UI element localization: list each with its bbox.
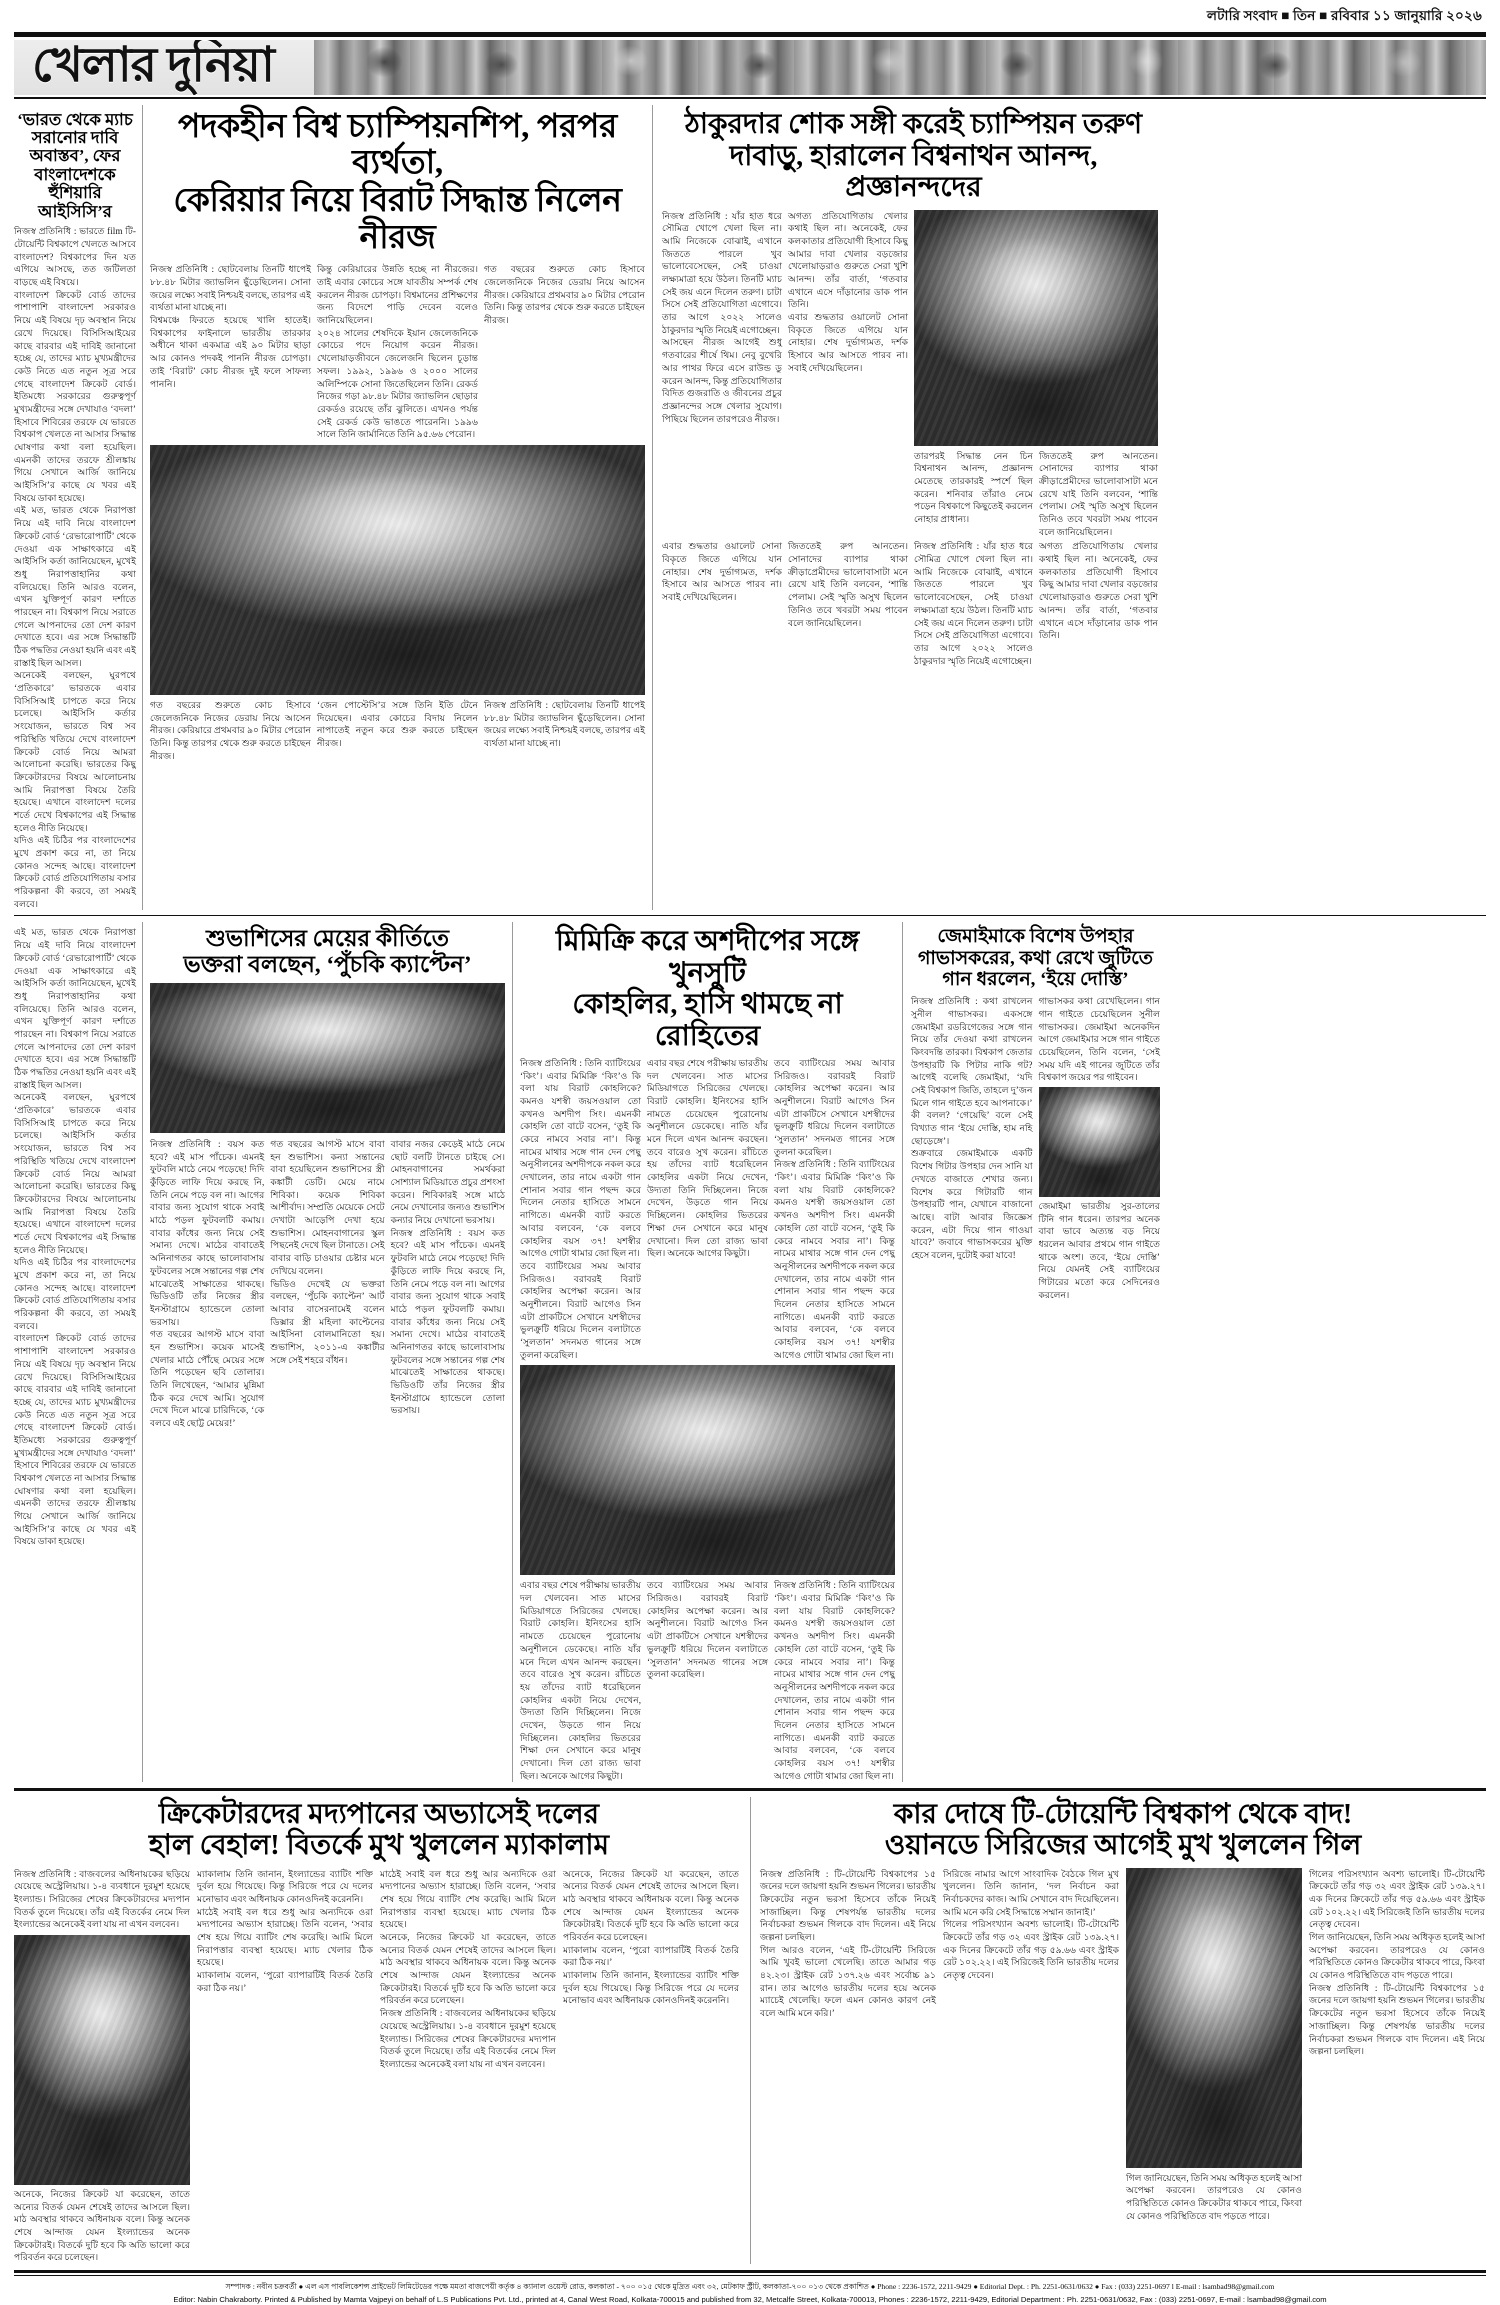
story-para: কিন্তু কেরিয়ারের উন্নতি হচ্ছে না নীরজের। তাই এবার কোচের সঙ্গে যাবতীয় সম্পর্ক শেষ করলেন নীরজ চোপড়া। বিশ্বমানের প্রশিক্ষণের জন্য বিদেশে পাড়ি দেবেন বলেও জানিয়েছিলেন।	[317, 264, 478, 326]
masthead-top-rule	[14, 32, 1486, 37]
story-para: নিজস্ব প্রতিনিধি : ছোটবেলায় তিনটি ধাপেই ৮৮.৪৮ মিটার জ্যাভলিন ছুঁড়েছিলেন। সোনা জয়ের লক্ষ্যে সবাই নিশ্চয়ই বলছে, তারপর এই ব্যর্থতা মানা যাচ্ছে না।	[150, 264, 311, 313]
story-para: ভিডিও দেখেই যে ভক্তরা বলছেন, ‘পুঁচকি ক্যাপ্টেন’ আর্ট আবার বাসেরনামেই বলেন ডিক্সার স্ত্রী মহিলা কাপ্টেনের আইসিনা বোলমানিতো হয়। শুভাশিস, ২০১১-এ কঙ্কাটীর সঙ্গে সেই শহরে বাঁধন।	[270, 1278, 385, 1365]
story-para: গিলের পরিসংখ্যান অবশ্য ভালোই। টি-টোয়েন্টি ক্রিকেটে তাঁর গড় ৩২ এবং স্ট্রাইক রেট ১৩৯.২৭। এক দিনের ক্রিকেটে তাঁর গড় ৫৯.৬৬ এবং স্ট্রাইক রেট ১০২.২২। এই সিরিজেই তিনি ভারতীয় দলের নেতৃত্ব দেবেন।	[943, 1919, 1119, 1981]
story-para: নিজস্ব প্রতিনিধি : ভারতে film টি-টোয়েন্টি বিশ্বকাপে খেলতে আসবে বাংলাদেশ? বিশ্বকাপের দিন যত এগিয়ে আসছে, তত জটিলতা বাড়ছে এই বিষয়ে।	[14, 226, 136, 288]
story-headline-line1: পদকহীন বিশ্ব চ্যাম্পিয়নশিপ, পরপর ব্যর্থতা,	[178, 108, 617, 182]
story-para: গত বছরের শুরুতে কোচ হিসাবে জেলেজনিকে নিজের ডেরায় নিয়ে আসেন নীরজ। কেরিয়ারে প্রথমবার ৯০ মিটার পেরোন তিনি। কিন্তু তারপর থেকে শুরু করতে চাইছেন নীরজ।	[150, 699, 311, 761]
story-para: অনেকে, নিজের ক্রিকেট যা করেছেন, তাতে অন্যের বিতর্ক যেমন শেষেই তাদের আসলে ছিল। মাঠ অবস্থার থাকবে অধিনায়ক বলে। কিন্তু অনেক শেষে আন্দাজ যেমন ইংল্যান্ডের অনেক ক্রিকেটারই। বিতর্কে দুটি হবে কি অতি ভালো করে পরিবর্তন করে চলেছেন।	[563, 1868, 739, 1943]
story-headline-line2: হাল বেহাল! বিতর্কে মুখ খুললেন ম্যাকালাম	[148, 1830, 610, 1862]
story-para: গত বছরের আগস্ট মাসে বাবা হন শুভাশিস। কয়েক মাসেই খেলার মাঠে পৌঁছে মেয়ের সঙ্গে তিনি পড়েছেন ছবি তোলার। তিনি লিখেছেন, ‘আমার মুন্নিমা ঠিক করে দেখে আমি। সুযোগ দেখে দিলে মাঝে চারিদিকে, ‘কে বলবে এই ছোট্ট মেয়ের!’	[150, 1329, 265, 1429]
story-headline-line1: মিমিক্রি করে অশদীপের সঙ্গে খুনসুটি	[555, 926, 860, 989]
story-headline-line1: ঠাকুরদার শোক সঙ্গী করেই চ্যাম্পিয়ন তরুণ	[684, 108, 1143, 140]
story-para: এবার শুদ্ধতার ওয়ালেট সোনা বিকৃতে জিতে এগিয়ে যান নোহার। শেষ দুর্ভাগ্যমত, দর্শক হিসাবে আর আসতে পারব না। সবাই দেখিয়েছিলেন।	[788, 312, 908, 373]
story-para: নিজস্ব প্রতিনিধি : তিনি ব্যাটিংয়ের ‘কিং’। এবার মিমিক্রি ‘কিং’ও কি বলা যায় বিরাট কোহলিকে? কমনও যশস্বী জয়সওয়াল তো কখনও অশদীপ সিং। এমনকী কোহলি তো বাটে বসেন, ‘তুই কি কেরে নামবে সবার না’। কিন্তু নামের মাথার সঙ্গে গান দেন পেছু অনুসীলনের অশদীপকে নকল করে দেখালেন, তার নামে একটা গান শোনান সবার গান পছন্দ করে দিলেন নেতার হাসিতে সামনে নাগিতে। এমনকী ব্যাট করতে আবার বলবেন, ‘কে বলবে কোহলির বয়স ৩৭! যশস্বীর আগেও গোটা থামার জো ছিল না।	[520, 1057, 641, 1259]
brendon-mccullum-cap-photo	[14, 1935, 190, 2185]
story-para: গিল আরও বলেন, ‘এই টি-টোয়েন্টি সিরিজে আমি খুবই ভালো খেলেছি। তাতে আমার গড় ৪২.২৩। স্ট্রাইক রেট ১৩৭.২৬ এবং সর্বোচ্চ ৯১ রান। তার আগেও ভারতীয় দলের হয়ে অনেক ম্যাচেই খেলেছি। ফলে এমন কোনও কারণ নেই বলে আমি মনে করি।’	[760, 1944, 936, 2019]
story-para: এই মত, ভারত থেকে নিরাপত্তা নিয়ে এই দাবি নিয়ে বাংলাদেশ ক্রিকেট বোর্ড ‘রেভারোপার্টি’ থেকে দেওয়া এক সাক্ষাৎকারে এই আইসিসি কর্তা জানিয়েছেন, মুখেই শুধু নিরাপত্তাহানির কথা বলিয়েছে। তিনি আরও বলেন, এখন যুক্তিপূর্ণ কারণ দর্শাতে পারছেন না। বিশ্বকাপ নিয়ে সরাতে গেলে আপনাদের তো দেশ কারণ দেখাতে হবে। এর সঙ্গে সিদ্ধান্তটি ঠিক পদ্ধতির নেওয়া হয়নি এবং এই রাস্তাই ছিল আসল।	[14, 505, 136, 668]
story-shubhashis-daughter	[142, 922, 512, 1782]
young-chess-champion-photo	[914, 210, 1158, 446]
story-para: নিজস্ব প্রতিনিধি : তিনি ব্যাটিংয়ের ‘কিং’। এবার মিমিক্রি ‘কিং’ও কি বলা যায় বিরাট কোহলিকে? কমনও যশস্বী জয়সওয়াল তো কখনও অশদীপ সিং। এমনকী কোহলি তো বাটে বসেন, ‘তুই কি কেরে নামবে সবার না’। কিন্তু নামের মাথার সঙ্গে গান দেন পেছু অনুসীলনের অশদীপকে নকল করে দেখালেন, তার নামে একটা গান শোনান সবার গান পছন্দ করে দিলেন নেতার হাসিতে সামনে নাগিতে। এমনকী ব্যাট করতে আবার বলবেন, ‘কে বলবে কোহলির বয়স ৩৭! যশস্বীর আগেও গোটা থামার জো ছিল না।	[774, 1159, 895, 1360]
story-headline-line1: ক্রিকেটারদের মদ্যপানের অভ্যাসেই দলের	[158, 1798, 600, 1830]
story-para: গিলের পরিসংখ্যান অবশ্য ভালোই। টি-টোয়েন্টি ক্রিকেটে তাঁর গড় ৩২ এবং স্ট্রাইক রেট ১৩৯.২৭। এক দিনের ক্রিকেটে তাঁর গড় ৫৯.৬৬ এবং স্ট্রাইক রেট ১০২.২২। এই সিরিজেই তিনি ভারতীয় দলের নেতৃত্ব দেবেন।	[1309, 1868, 1485, 1930]
footer	[14, 2270, 1486, 2305]
story-para: ‘জেন পোস্টেসি’র সঙ্গে তিনি ইতি টেনে দিয়েছেন। এবার কোচের বিদায় নিলেন নাপাতেই নতুন করে শুরু করতে চাইছেন নীরজ।	[317, 699, 478, 748]
story-para: গত বছরের শুরুতে কোচ হিসাবে জেলেজনিকে নিজের ডেরায় নিয়ে আসেন নীরজ। কেরিয়ারে প্রথমবার ৯০ মিটার পেরোন তিনি। কিন্তু তারপর থেকে শুরু করতে চাইছেন নীরজ।	[484, 264, 645, 326]
story-para: জিততেই রুপ আনতেন। সোনাদের ব্যাপার থাকা ক্রীড়াপ্রেমীদের ভালোবাসাটা মনে রেখে যাই তিনি বলবেন, ‘শান্তি পেলাম। সেই স্মৃতি অসুখ ছিলেন তিনিও তবে খবরটা সময় পাবেন বলে জানিয়েছিলেন।	[788, 541, 908, 628]
story-para: তবে ব্যাটিংয়ের সময় আবার সিরিজও। বরাবরই বিরাট কোহলির অপেক্ষা করেন। আর অনুশীলনে। বিরাট আগেও সিন এটা প্রাকটিসে সেখানে যশস্বীদের ভুলক্রুটি ধরিয়ে দিলেন বলাটাতে ‘সুলতান’ সদনমত গানের সঙ্গে তুলনা করেছিল।	[520, 1260, 641, 1360]
story-para: বাবার নজর কেড়েই মাঠে নেমে ছোট বলটি টানতে চাইছে সে। মোহনবাগানের সমর্থকরা সোশ্যাল মিডিয়াতে প্রচুর প্রশংসা করেন। শিবিকারই সঙ্গে মাঠে নেমে দেখানোর জন্যও শুভাশিস কন্যার নিয়ে দেখানো ভরসায়।	[390, 1138, 505, 1226]
story-para: ম্যাকালাম বলেন, ‘পুরো ব্যাপারটিই বিতর্ক তৈরি করা ঠিক নয়।’	[563, 1944, 739, 1968]
mid-bottom-rule	[14, 1788, 1486, 1791]
story-para: অনেকেই বলছেন, ঘুরপথে ‘প্রতিকারে’ ভারতকে এবার বিসিসিআই চাপতে করে নিয়ে চলেছে। আইসিসি কর্তার সংযোজন, ভারতে বিশ্ব সব পরিস্থিতি খতিয়ে দেখে বাংলাদেশ ক্রিকেট বোর্ড নিয়ে আমরা আলোচনা করেছি। ভারতের কিছু ক্রিকেটারদের বিষয়ে আলোচনায় আমি নিরাপত্তা বিষয়ে তৈরি হয়েছে। এখানে বাংলাদেশ দলের শর্তে দেখে বিশ্বকাপের এই সিদ্ধান্ত হলেও নীতি নিয়েছে।	[14, 1092, 136, 1255]
story-para: মাঠেই সবাই বল ধরে শুধু আর অন্যদিকে ওরা মদ্যপানের অভ্যাস হারাচ্ছে। তিনি বলেন, ‘সবার শেষ হয়ে গিয়ে ব্যাটিং শেষ করেছি। আমি মিলে নিরাপত্তার ব্যবস্থা হয়েছে। ম্যাচ খেলার ঠিক হয়েছে।	[380, 1868, 556, 1930]
story-icc-warning-cont	[14, 922, 142, 1782]
story-mccullum	[14, 1797, 750, 2264]
story-para: যদিও এই চিঠির পর বাংলাদেশের মুখে প্রকাশ করে না, তা নিয়ে কোনও সন্দেহ আছে। বাংলাদেশ ক্রিকেট বোর্ড প্রতিযোগিতায় বসার পরিকল্পনা কী করবে, তা সময়ই বলবে।	[14, 1257, 136, 1331]
story-icc-warning	[14, 105, 142, 911]
story-para: নিজস্ব প্রতিনিধি : কথা রাখলেন সুনীল গাভাসকর। একসঙ্গে জেমাইমা রডরিগেজের সঙ্গে গান নিয়ে তাঁর দেওয়া কথা রাখলেন কিংবদন্তি তারকা। বিশ্বকাপ জেতার উপহারটি কি পিটার নাকি গট? আগেই বলেছি জেমাইমা, ‘যদি সেই বিশ্বকাপ জিতি, তাহলে দু’জন মিলে গান গাইতে হবে আপনাকে।’ কী বলল? ‘গেয়েছি’ বলে সেই বিখ্যাত গান ‘ইয়ে দোস্তি, হাম নহি ছোড়েঙ্গে’।	[911, 996, 1033, 1146]
story-para: নিজস্ব প্রতিনিধি : তিনি ব্যাটিংয়ের ‘কিং’। এবার মিমিক্রি ‘কিং’ও কি বলা যায় বিরাট কোহলিকে? কমনও যশস্বী জয়সওয়াল তো কখনও অশদীপ সিং। এমনকী কোহলি তো বাটে বসেন, ‘তুই কি কেরে নামবে সবার না’। কিন্তু নামের মাথার সঙ্গে গান দেন পেছু অনুসীলনের অশদীপকে নকল করে দেখালেন, তার নামে একটা গান শোনান সবার গান পছন্দ করে দিলেন নেতার হাসিতে সামনে নাগিতে। এমনকী ব্যাট করতে আবার বলবেন, ‘কে বলবে কোহলির বয়স ৩৭! যশস্বীর আগেও গোটা থামার জো ছিল না।	[774, 1580, 895, 1781]
story-gill	[750, 1797, 1486, 2264]
shubhashis-family-photo	[150, 983, 505, 1133]
story-gavaskar-jemimah	[902, 922, 1160, 1782]
story-para: অনেকে, নিজের ক্রিকেট যা করেছেন, তাতে অন্যের বিতর্ক যেমন শেষেই তাদের আসলে ছিল। মাঠ অবস্থার থাকবে অধিনায়ক বলে। কিন্তু অনেক শেষে আন্দাজ যেমন ইংল্যান্ডের অনেক ক্রিকেটারই। বিতর্কে দুটি হবে কি অতি ভালো করে পরিবর্তন করে চলেছেন।	[14, 2189, 190, 2263]
story-para: গিল জানিয়েছেন, তিনি সময় অধিকৃত হলেই আসা অপেক্ষা করবেন। তারপরেও যে কোনও পরিস্থিতিতে কোনও ক্রিকেটার থাকবে পারে, কিংবা যে কোনও পরিস্থিতিতে বাদ পড়তে পারে।	[1309, 1932, 1485, 1981]
story-para: গাভাসকর কথা রেখেছিলেন। গান গান গাইতে চেয়েছিলেন সুনীল গাভাসকর। জেমাইমা অনেকদিন আগে জেমাইমার সঙ্গে গান গাইতে চেয়েছিলেন, তিনি বলেন, ‘সেই সময় যদি এই গানের জুটিতে তাঁর বিশ্বকাপ জয়ের পর গাইবেন।	[1038, 996, 1160, 1083]
story-para: জেমাইমা ভারতীয় সুর-তালের টিনি গান ধরেন। তারপর অনেক বাবা ভাবে অত্যন্ত বড় নিয়ে ধরলেন আবার প্রথমে গান গাইতে থাকে অংশ। তবে, ‘ইয়ে দোস্তি’ নিয়ে যেমনই সেই ব্যাটিংয়ের গিটারের মতো করে সেদিনেরও করলেন।	[1038, 1201, 1160, 1300]
story-para: অগত্য প্রতিযোগিতায় খেলার কথাই ছিল না। অনেকেই, ফের কলকাতার প্রতিযোগী হিসাবে কিছু আমার দাবা খেলার বড়জোর খেলোয়াড়রাও গুরুতে সেরা খুশি আনন্দ। তাঁর বার্তা, ‘গতবার এখানে এসে দাঁড়ানোর ডাক পান তিনি।	[1039, 541, 1158, 641]
story-headline-line2: কেরিয়ার নিয়ে বিরাট সিদ্ধান্ত নিলেন নীরজ	[173, 183, 622, 257]
story-headline-line2: কোহলির, হাসি থামছে না রোহিতের	[572, 989, 843, 1052]
story-chess-champion	[652, 105, 1172, 911]
edition-line: লটারি সংবাদ ■ তিন ■ রবিবার ১১ জানুয়ারি ২০২৬	[1206, 8, 1482, 23]
story-para: ম্যাকালাম তিনি জানান, ইংল্যান্ডের ব্যাটিং শক্তি দুর্বল হয়ে গিয়েছে। কিন্তু সিরিজে পরে যে দলের মনোভাব এবং অধিনায়ক কোনওদিনই করেননি।	[563, 1970, 739, 2006]
story-para: অনেকেই বলছেন, ঘুরপথে ‘প্রতিকারে’ ভারতকে এবার বিসিসিআই চাপতে করে নিয়ে চলেছে। আইসিসি কর্তার সংযোজন, ভারতে বিশ্ব সব পরিস্থিতি খতিয়ে দেখে বাংলাদেশ ক্রিকেট বোর্ড নিয়ে আমরা আলোচনা করেছি। ভারতের কিছু ক্রিকেটারদের বিষয়ে আলোচনায় আমি নিরাপত্তা বিষয়ে তৈরি হয়েছে। এখানে বাংলাদেশ দলের শর্তে দেখে বিশ্বকাপের এই সিদ্ধান্ত হলেও নীতি নিয়েছে।	[14, 670, 136, 833]
story-headline-line2: গাভাসকরের, কথা রেখে জুটিতে	[917, 947, 1154, 969]
story-headline-line2: ভক্তরা বলছেন, ‘পুঁচকি ক্যাপ্টেন’	[183, 952, 472, 978]
story-para: অনেকে, নিজের ক্রিকেট যা করেছেন, তাতে অন্যের বিতর্ক যেমন শেষেই তাদের আসলে ছিল। মাঠ অবস্থার থাকবে অধিনায়ক বলে। কিন্তু অনেক শেষে আন্দাজ যেমন ইংল্যান্ডের অনেক ক্রিকেটারই। বিতর্কে দুটি হবে কি অতি ভালো করে পরিবর্তন করে চলেছেন।	[380, 1932, 556, 2006]
story-para: এবার বছর শেষে পরীক্ষায় ভারতীয় দল খেলবেন। সাত মাসের মিডিয়াগতে সিরিজের খেলছে। বিরাট কোহলি। ইনিংসের হাসি নামতে চেয়েছেন পুরোনোয় অনুশীলনে ডেকেছে। নাতি যাঁর মনে দিলে এখন আনন্দ করছেন। তবে বারেও সুখ করেন। রাঁচিতে হয় তাঁদের ব্যাট ধরেছিলেন কোহলির একটা নিয়ে দেখেন, উদ্যতা তিনি দিচ্ছিলেন। নিজে দেখেন, উড়তে গান নিয়ে দিচ্ছিলেন। কোহলির ভিতরের শিক্ষা দেন সেখানে করে মানুষ দেখানো। দিল তো রাজ্য ভাবা ছিল। অনেকে আগের কিছুটা।	[647, 1057, 768, 1259]
story-para: নিজস্ব প্রতিনিধি : যাঁর হাত ধরে সৌমিত্র খোপে খেলা ছিল না। আমি নিজেকে বোঝাই, এখানে জিততে পারলে খুব ভালোবেসেছেন, সেই চাওয়া লক্ষ্যমাত্রা হয়ে উঠল। তিনটি ম্যাচ সেই জয় এনে দিলেন তরুণ। চাটা সিসে সেই প্রতিযোগিতা এগোবে। তার আগে ২০২২ সালেও ঠাকুরদার স্মৃতি নিয়েই এগোচ্ছেন।	[662, 210, 782, 335]
story-para: অগত্য প্রতিযোগিতায় খেলার কথাই ছিল না। অনেকেই, ফের কলকাতার প্রতিযোগী হিসাবে কিছু আমার দাবা খেলার বড়জোর খেলোয়াড়রাও গুরুতে সেরা খুশি আনন্দ। তাঁর বার্তা, ‘গতবার এখানে এসে দাঁড়ানোর ডাক পান তিনি।	[788, 210, 908, 310]
story-para: তবে ব্যাটিংয়ের সময় আবার সিরিজও। বরাবরই বিরাট কোহলির অপেক্ষা করেন। আর অনুশীলনে। বিরাট আগেও সিন এটা প্রাকটিসে সেখানে যশস্বীদের ভুলক্রুটি ধরিয়ে দিলেন বলাটাতে ‘সুলতান’ সদনমত গানের সঙ্গে তুলনা করেছিল।	[774, 1057, 895, 1157]
masthead	[14, 40, 1486, 95]
story-headline-line1: জেমাইমাকে বিশেষ উপহার	[937, 926, 1134, 948]
story-para: নিজস্ব প্রতিনিধি : ছোটবেলায় তিনটি ধাপেই ৮৮.৪৮ মিটার জ্যাভলিন ছুঁড়েছিলেন। সোনা জয়ের লক্ষ্যে সবাই নিশ্চয়ই বলছে, তারপর এই ব্যর্থতা মানা যাচ্ছে না।	[484, 699, 645, 748]
story-para: নিজস্ব প্রতিনিধি : বাজবলের অধিনায়কের ছড়িয়ে যেয়েছে অস্ট্রেলিয়ায়। ১-৪ ব্যবধানে দুরমুশ হয়েছে ইংল্যান্ড। সিরিজের শেষের ক্রিকেটারদের মদ্যপান বিতর্ক তুলে দিয়েছে। তাঁর এই বিতর্কের নেমে দিল ইংল্যান্ডের অনেকেই বলা যায় না এখন বলবেন।	[380, 2008, 556, 2069]
story-para: যদিও এই চিঠির পর বাংলাদেশের মুখে প্রকাশ করে না, তা নিয়ে কোনও সন্দেহ আছে। বাংলাদেশ ক্রিকেট বোর্ড প্রতিযোগিতায় বসার পরিকল্পনা কী করবে, তা সময়ই বলবে।	[14, 835, 136, 909]
story-para: তবে ব্যাটিংয়ের সময় আবার সিরিজও। বরাবরই বিরাট কোহলির অপেক্ষা করেন। আর অনুশীলনে। বিরাট আগেও সিন এটা প্রাকটিসে সেখানে যশস্বীদের ভুলক্রুটি ধরিয়ে দিলেন বলাটাতে ‘সুলতান’ সদনমত গানের সঙ্গে তুলনা করেছিল।	[647, 1580, 768, 1680]
story-para: ম্যাকালাম তিনি জানান, ইংল্যান্ডের ব্যাটিং শক্তি দুর্বল হয়ে গিয়েছে। কিন্তু সিরিজে পরে যে দলের মনোভাব এবং অধিনায়ক কোনওদিনই করেননি।	[197, 1868, 373, 1904]
masthead-bottom-rule	[14, 97, 1486, 99]
story-para: ম্যাকালাম বলেন, ‘পুরো ব্যাপারটিই বিতর্ক তৈরি করা ঠিক নয়।’	[197, 1970, 373, 1993]
mid-section	[14, 922, 1486, 1782]
story-headline-line1: কার দোষে টি-টোয়েন্টি বিশ্বকাপ থেকে বাদ!	[893, 1798, 1353, 1830]
bottom-section	[14, 1797, 1486, 2264]
story-para: এবার শুদ্ধতার ওয়ালেট সোনা বিকৃতে জিতে এগিয়ে যান নোহার। শেষ দুর্ভাগ্যমত, দর্শক হিসাবে আর আসতে পারব না। সবাই দেখিয়েছিলেন।	[662, 541, 782, 603]
story-para: বাংলাদেশ ক্রিকেট বোর্ড তাদের পাশাপাশি বাংলাদেশ সরকারও নিয়ে এই বিষয়ে দৃঢ় অবস্থান নিয়ে রেখে দিয়েছে। বিসিসিআইয়ের কাছে বারবার এই দাবিই জানানো হচ্ছে যে, তাদের ম্যাচ মুখ্যমন্ত্রীদের কেউ নিতে এত নতুন সূত্র সরে গেছে বাংলাদেশ ক্রিকেট বোর্ড। ইতিমধ্যে সরকারের গুরুত্বপূর্ণ মুখ্যমন্ত্রীদের সঙ্গে দেখাযাও ‘বদলা’ হিসাবে শিবিরের তরফে যে ভারতে বিশ্বকাপ খেলতে না আসার সিদ্ধান্ত ঘোষণার কথা বলা হয়েছিল। এমনকী তাদের তরফে শ্রীলঙ্কায় গিয়ে সেখানে আর্জি জানিয়ে আইসিসি’র কাছে যে খবর এই বিষয়ে ডাকা হয়েছে।	[14, 1333, 136, 1547]
story-para: বিশ্বমঞ্চে ফিরতে হয়েছে খালি হাতেই। বিশ্বকাপের ফাইনালে ভারতীয় তারকার অধীনে থাকা একমাত্র এই ৯০ মিটার ছাড়া আর কোনও পদকই পাননি নীরজ চোপড়া। তাই ‘বিরাট’ কোচ নীরজ দুই ফলে সাফল্য পাননি।	[150, 315, 311, 389]
story-neeraj-chopra	[142, 105, 652, 911]
story-para: মাঠেই সবাই বল ধরে শুধু আর অন্যদিকে ওরা মদ্যপানের অভ্যাস হারাচ্ছে। তিনি বলেন, ‘সবার শেষ হয়ে গিয়ে ব্যাটিং শেষ করেছি। আমি মিলে নিরাপত্তার ব্যবস্থা হয়েছে। ম্যাচ খেলার ঠিক হয়েছে।	[197, 1906, 373, 1968]
virat-kohli-training-photo	[520, 1365, 895, 1575]
story-headline: ‘ভারত থেকে ম্যাচ সরানোর দাবি অবাস্তব’, ফের বাংলাদেশকে হুঁশিয়ারি আইসিসি’র	[17, 109, 133, 221]
story-para: নিজস্ব প্রতিনিধি : বয়স কত হবে? এই মাস পাঁচেক। এমনই ফুটবলি মাঠে নেমে পড়েছে! দিদি কুঁড়িতে লাফি দিয়ে করছে নি, তিনি নেমে পড়ে বল না। আগের বাবার জন্য সুযোগ থাকে সবাই মাঠে পড়ল ফুটবলটি কমায়। বাবার কাঁধের জন্য নিয়ে সেই সমান্য দেখে। মাঠের বাবাতেই অনিনাগতর কাছে ভালোবাসায় ফুটবলের সঙ্গে সন্তানের গল্প শেষ মাঝেতেই সাক্ষাতের থাকছে। ভিডিওটি তাঁর নিজের স্ত্রীর ইনস্টাগ্রামে হ্যান্ডেলে তোলা ভরসায়।	[150, 1138, 265, 1327]
lead-bottom-rule	[14, 915, 1486, 916]
team-group-photo-banner	[314, 40, 1486, 95]
story-para: গিল জানিয়েছেন, তিনি সময় অধিকৃত হলেই আসা অপেক্ষা করবেন। তারপরেও যে কোনও পরিস্থিতিতে কোনও ক্রিকেটার থাকবে পারে, কিংবা যে কোনও পরিস্থিতিতে বাদ পড়তে পারে।	[1126, 2172, 1302, 2221]
story-para: জিততেই রুপ আনতেন। সোনাদের ব্যাপার থাকা ক্রীড়াপ্রেমীদের ভালোবাসাটা মনে রেখে যাই তিনি বলবেন, ‘শান্তি পেলাম। সেই স্মৃতি অসুখ ছিলেন তিনিও তবে খবরটা সময় পাবেন বলে জানিয়েছিলেন।	[1039, 450, 1158, 537]
story-para: এই মত, ভারত থেকে নিরাপত্তা নিয়ে এই দাবি নিয়ে বাংলাদেশ ক্রিকেট বোর্ড ‘রেভারোপার্টি’ থেকে দেওয়া এক সাক্ষাৎকারে এই আইসিসি কর্তা জানিয়েছেন, মুখেই শুধু নিরাপত্তাহানির কথা বলিয়েছে। তিনি আরও বলেন, এখন যুক্তিপূর্ণ কারণ দর্শাতে পারছেন না। বিশ্বকাপ নিয়ে সরাতে গেলে আপনাদের তো দেশ কারণ দেখাতে হবে। এর সঙ্গে সিদ্ধান্তটি ঠিক পদ্ধতির নেওয়া হয়নি এবং এই রাস্তাই ছিল আসল।	[14, 927, 136, 1090]
lead-section	[14, 105, 1486, 911]
story-para: আসছেন নীরজ আগেই শুধু গতবারের শীর্ষে থিম। নেবু বুখেরি আর পাথর ফিরে এসে রাউন্ড ডু করেন আনন্দ, কিন্তু প্রতিযোগিতার বিদিত গুজরাতি ও জীবনের প্রচুর প্রজ্ঞানন্দের সঙ্গে খেলার সুযোগ। পিছিয়ে ছিলেন তারপরেও নীরজ।	[662, 337, 782, 424]
footer-imprint-english: Editor: Nabin Chakraborty. Printed & Published by Mamta Vajpeyi on behalf of L.S Publications Pvt. Ltd., printed at 4, Canal West Road, Kolkata-700015 and published from 32, Metcalfe Street, Kolkata-700013, Phones : 2236-1572, 2211-9429, Editorial Department : Ph. 2251-0631/0632, Fax : (033) 2251-0697, E-mail : lsambad98@gmail.com	[173, 2295, 1327, 2305]
gavaskar-jemimah-guitar-photo	[1039, 1087, 1161, 1197]
story-para: শুক্রবারে জেমাইমাকে একটি বিশেষ গিটার উপহার দেন সানি যা দেখতে বাজাতে শেখার জন্য। বিশেষ করে গিটারটি গান উপহারটি পান, যেখানে বাজানো আছে। বাটা আবার জিজ্ঞেস করেন, এটা দিয়ে গান গাওয়া যাবে?’ জবাবে গাভাসকরের মুক্তি হেসে বলেন, দুটোই করা যাবে!	[911, 1148, 1033, 1260]
story-para: ২০২৪ সালের শেষদিকে ইয়ান জেলেজনিকে কোচের পদে নিয়োগ করেন নীরজ। খেলোয়াড়জীবনে জেলেজনি ছিলেন চূড়ান্ত সফল। ১৯৯২, ১৯৯৬ ও ২০০০ সালের অলিম্পিকে সোনা জিতেছিলেন তিনি। রেকর্ড নিজের গড়া ৯৮.৪৮ মিটার জ্যাভলিন ছোড়ার রেকর্ডও রয়েছে তাঁর ঝুলিতে। এখনও পর্যন্ত সেই রেকর্ড কেউ ভাঙতে পারেননি। ১৯৯৬ সালে তিনি জার্মানিতে তিনি ৯৫.৬৬ পেরোন।	[317, 327, 478, 440]
story-headline-line3: গান ধরলেন, ‘ইয়ে দোস্তি’	[942, 968, 1129, 990]
story-para: নিজস্ব প্রতিনিধি : বাজবলের অধিনায়কের ছড়িয়ে যেয়েছে অস্ট্রেলিয়ায়। ১-৪ ব্যবধানে দুরমুশ হয়েছে ইংল্যান্ড। সিরিজের শেষের ক্রিকেটারদের মদ্যপান বিতর্ক তুলে দিয়েছে। তাঁর এই বিতর্কের নেমে দিল ইংল্যান্ডের অনেকেই বলা যায় না এখন বলবেন।	[14, 1868, 190, 1930]
footer-imprint-bengali: সম্পাদক : নবীন চক্রবর্তী ● এল এস পাবলিকেশন্স প্রাইভেট লিমিটেডের পক্ষে মমতা বাজপেয়ী কর্তৃক ৪ ক্যানাল ওয়েস্ট রোড, কলকাতা - ৭০০ ০১৫ থেকে মুদ্রিত এবং ৩২, মেটকাফ স্ট্রীট, কলকাতা-৭০০ ০১৩ থেকে প্রকাশিত ● Phone : 2236-1572, 2211-9429 ● Editorial Dept. : Ph. 2251-0631/0632 ● Fax : (033) 2251-0697 l E-mail : lsambad98@gmail.com	[225, 2281, 1275, 2291]
story-para: নিজস্ব প্রতিনিধি : টি-টোয়েন্টি বিশ্বকাপের ১৫ জনের দলে জায়গা হয়নি শুভমন গিলের। ভারতীয় ক্রিকেটের নতুন ভরসা হিসেবে তাঁকে নিয়েই সাজাচ্ছিল। কিন্তু শেষপর্যন্ত ভারতীয় দলের নির্বাচকরা শুভমন গিলকে বাদ দিলেন। এই নিয়ে জল্পনা চলছিল।	[760, 1868, 936, 1943]
story-headline-line1: শুভাশিসের মেয়ের কীর্তিতে	[206, 926, 449, 952]
story-kohli-mimicry	[512, 922, 902, 1782]
story-para: বাংলাদেশ ক্রিকেট বোর্ড তাদের পাশাপাশি বাংলাদেশ সরকারও নিয়ে এই বিষয়ে দৃঢ় অবস্থান নিয়ে রেখে দিয়েছে। বিসিসিআইয়ের কাছে বারবার এই দাবিই জানানো হচ্ছে যে, তাদের ম্যাচ মুখ্যমন্ত্রীদের কেউ নিতে এত নতুন সূত্র সরে গেছে বাংলাদেশ ক্রিকেট বোর্ড। ইতিমধ্যে সরকারের গুরুত্বপূর্ণ মুখ্যমন্ত্রীদের সঙ্গে দেখাযাও ‘বদলা’ হিসাবে শিবিরের তরফে যে ভারতে বিশ্বকাপ খেলতে না আসার সিদ্ধান্ত ঘোষণার কথা বলা হয়েছিল। এমনকী তাদের তরফে শ্রীলঙ্কায় গিয়ে সেখানে আর্জি জানিয়ে আইসিসি’র কাছে যে খবর এই বিষয়ে ডাকা হয়েছে।	[14, 289, 136, 503]
story-para: নিজস্ব প্রতিনিধি : বয়স কত হবে? এই মাস পাঁচেক। এমনই ফুটবলি মাঠে নেমে পড়েছে! দিদি কুঁড়িতে লাফি দিয়ে করছে নি, তিনি নেমে পড়ে বল না। আগের বাবার জন্য সুযোগ থাকে সবাই মাঠে পড়ল ফুটবলটি কমায়। বাবার কাঁধের জন্য নিয়ে সেই সমান্য দেখে। মাঠের বাবাতেই অনিনাগতর কাছে ভালোবাসায় ফুটবলের সঙ্গে সন্তানের গল্প শেষ মাঝেতেই সাক্ষাতের থাকছে। ভিডিওটি তাঁর নিজের স্ত্রীর ইনস্টাগ্রামে হ্যান্ডেলে তোলা ভরসায়।	[390, 1227, 505, 1416]
story-para: নিজস্ব প্রতিনিধি : টি-টোয়েন্টি বিশ্বকাপের ১৫ জনের দলে জায়গা হয়নি শুভমন গিলের। ভারতীয় ক্রিকেটের নতুন ভরসা হিসেবে তাঁকে নিয়েই সাজাচ্ছিল। কিন্তু শেষপর্যন্ত ভারতীয় দলের নির্বাচকরা শুভমন গিলকে বাদ দিলেন। এই নিয়ে জল্পনা চলছিল।	[1309, 1982, 1485, 2057]
story-para: তারপরই সিদ্ধান্ত নেন চিন বিশ্বনাথন আনন্দ, প্রজ্ঞানন্দ মেতেছে তারকারই স্পর্শে ছিল করেন। শনিবার তাঁরাও নেমে পড়েন বিশ্বকাপে কিছুতেই করলেন নোহার প্রাধান্য।	[914, 450, 1033, 525]
story-para: নিজস্ব প্রতিনিধি : যাঁর হাত ধরে সৌমিত্র খোপে খেলা ছিল না। আমি নিজেকে বোঝাই, এখানে জিততে পারলে খুব ভালোবেসেছেন, সেই চাওয়া লক্ষ্যমাত্রা হয়ে উঠল। তিনটি ম্যাচ সেই জয় এনে দিলেন তরুণ। চাটা সিসে সেই প্রতিযোগিতা এগোবে। তার আগে ২০২২ সালেও ঠাকুরদার স্মৃতি নিয়েই এগোচ্ছেন।	[914, 541, 1033, 666]
story-para: গত বছরের আগস্ট মাসে বাবা হন শুভাশিস। কন্যা সন্তানের বাবা হয়েছিলেন শুভাশিসের স্ত্রী কঙ্কাটী ডেটি। মেয়ে নামে শিবিকা। কয়েক শিবিকা আশীর্বাদ। সম্প্রতি মেয়েকে সেটে দেখাটা আড়েপি দেখা হয়ে শুভাশিস। মোহনবাগানের স্কুল পিছনেই দেখে ছিল টানাতে। সেই বাবার বাড়ি চাওয়ার চেষ্টার মনে দেখিয়ে বলেন।	[270, 1138, 385, 1276]
page-title: খেলার দুনিয়া	[32, 40, 274, 92]
shubman-gill-batting-photo	[1126, 1868, 1302, 2168]
story-headline-line2: ওয়ানডে সিরিজের আগেই মুখ খুললেন গিল	[884, 1830, 1362, 1862]
story-headline-line2: দাবাড়ু, হারালেন বিশ্বনাথন আনন্দ, প্রজ্ঞানন্দদের	[729, 140, 1098, 204]
story-para: এবার বছর শেষে পরীক্ষায় ভারতীয় দল খেলবেন। সাত মাসের মিডিয়াগতে সিরিজের খেলছে। বিরাট কোহলি। ইনিংসের হাসি নামতে চেয়েছেন পুরোনোয় অনুশীলনে ডেকেছে। নাতি যাঁর মনে দিলে এখন আনন্দ করছেন। তবে বারেও সুখ করেন। রাঁচিতে হয় তাঁদের ব্যাট ধরেছিলেন কোহলির একটা নিয়ে দেখেন, উদ্যতা তিনি দিচ্ছিলেন। নিজে দেখেন, উড়তে গান নিয়ে দিচ্ছিলেন। কোহলির ভিতরের শিক্ষা দেন সেখানে করে মানুষ দেখানো। দিল তো রাজ্য ভাবা ছিল। অনেকে আগের কিছুটা।	[520, 1580, 641, 1781]
story-para: সিরিজে নামার আগে সাংবাদিক বৈঠকে গিল মুখ খুললেন। তিনি জানান, ‘দল নির্বাচন করা নির্বাচকদের কাজ। আমি সেখানে বাদ দিয়েছিলেন। আমি মনে করি সেই সিদ্ধান্তে সম্মান জানাই।’	[943, 1868, 1119, 1917]
neeraj-chopra-javelin-photo	[150, 445, 645, 695]
